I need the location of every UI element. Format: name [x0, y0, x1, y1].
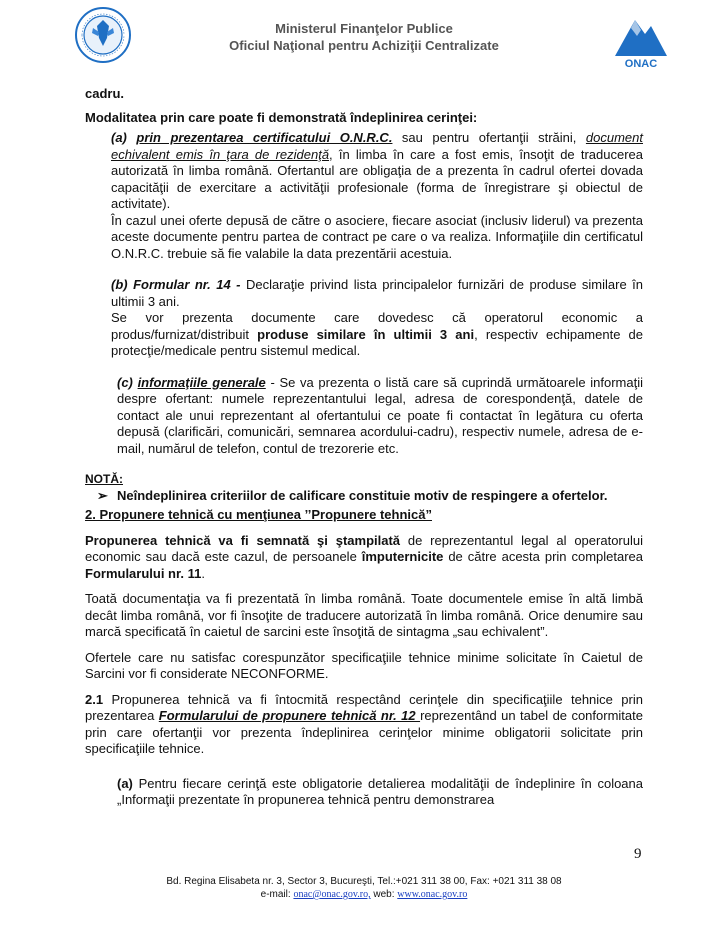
footer-web-label: web:	[370, 889, 398, 900]
footer-email-link[interactable]: onac@onac.gov.ro,	[293, 889, 371, 900]
p1-end: .	[201, 565, 205, 581]
item-b-paragraph1	[111, 277, 643, 310]
p5-label: (a)	[117, 775, 133, 791]
item-a	[111, 130, 643, 262]
nota-item	[97, 488, 643, 505]
paragraph-2-1	[85, 692, 643, 758]
paragraph-propunerea	[85, 533, 643, 583]
footer-email-label: e-mail:	[260, 889, 294, 900]
item-b	[111, 277, 643, 360]
footer-web-link[interactable]: www.onac.gov.ro	[397, 889, 468, 900]
page-content	[85, 86, 643, 809]
footer-address: Bd. Regina Elisabeta nr. 3, Sector 3, Bucureşti, Tel.:+021 311 38 00, Fax: +021 311 38 08	[166, 876, 562, 887]
header-office: Oficiul Naţional pentru Achiziţii Centralizate	[229, 38, 499, 53]
p4-formular: Formularului de propunere tehnică nr. 12	[158, 708, 421, 723]
paragraph-documentatia: Toată documentaţia va fi prezentată în limba română. Toate documentele emise în altă limbă decât limba română, vor fi însoţite de traducere autorizată în limba română. Orice denumire sau marcă specificată în caietul de sarcini este însoţită de sintagma „sau echivalent”.	[85, 591, 643, 639]
item-c-label: (c)	[117, 374, 138, 390]
item-b-text2: Se vor prezenta documente care dovedesc că operatorul economic a produs/furnizat/distribuit	[111, 310, 643, 342]
paragraph-a-fiecare	[117, 776, 643, 809]
paragraph-ofertele: Ofertele care nu satisfac corespunzător specificaţiile tehnice minime solicitate în Caietul de Sarcini vor fi considerate NECONFORME.	[85, 649, 643, 681]
item-b-text: Declaraţie privind lista principalelor furnizări de produse similare în ultimii 3 ani.	[111, 277, 643, 309]
p4-text2: reprezentând un tabel de conformitate prin care ofertanţii vor prezenta îndeplinirea cerinţelor minime obligatorii solicitate prin specificaţiile tehnice.	[85, 708, 643, 756]
header-ministry: Ministerul Finanţelor Publice	[275, 21, 453, 36]
p5-text: Pentru fiecare cerinţă este obligatorie detalierea modalităţii de îndeplinire în coloana „Informaţii prezentate în propunerea tehnică pentru demonstrarea	[117, 775, 643, 807]
item-c	[117, 375, 643, 458]
onac-logo	[613, 12, 669, 70]
item-a-paragraph2: În cazul unei oferte depusă de către o asociere, fiecare asociat (inclusiv liderul) va prezenta aceste documente pentru partea de contract pe care o va realiza. Informaţiile din certificatul O.N.R.C. trebuie să fie valabile la data prezentării acestuia.	[111, 212, 643, 261]
p4-text1: Propunerea tehnică va fi întocmită respectând cerinţele din specificaţiile tehnice prin prezentarea	[85, 691, 643, 723]
text-modalitatea: Modalitatea prin care poate fi demonstrată îndeplinirea cerinţei:	[85, 109, 478, 125]
item-b-bold: produse similare în ultimii 3 ani	[257, 326, 475, 342]
page-number: 9	[634, 846, 642, 862]
item-a-text2: , în limba în care a fost emis, însoţit de traducerea autorizată în limba română. Ofertantul are obligaţia de a prezenta în cadrul ofertei dovada capacităţii de exercitare a activităţii profesionale (forma de înregistrare şi obiectul de activitate).	[111, 146, 643, 211]
arrow-bullet-icon: ➢	[97, 487, 108, 503]
item-b-label: (b) Formular nr. 14 -	[111, 277, 241, 292]
item-a-text1: sau pentru ofertanţii străini,	[392, 130, 586, 145]
item-a-paragraph1	[111, 130, 643, 213]
item-a-onrc: prin prezentarea certificatului O.N.R.C.	[136, 130, 393, 145]
section2-title: 2. Propunere tehnică cu menţiunea ’’Propunere tehnică”	[85, 507, 432, 522]
p1-text2: de către acesta prin completarea	[443, 549, 643, 564]
item-a-label: (a)	[111, 130, 127, 145]
p1-bold2: împuternicite	[361, 549, 444, 564]
item-c-text: - Se va prezenta o listă care să cuprindă următoarele informaţii despre ofertant: numele reprezentantului legal, adresa de corespondenţă, datele de contact ale unui reprezentant al ofertantului ce poate fi contactat în legătura cu oferta depusă (clarificări, comunicări, semnarea acordului-cadru), respectiv numele, adresa de e-mail, numărul de telefon, contul de trezorerie etc.	[117, 374, 644, 456]
text-cadru: cadru.	[85, 86, 125, 101]
item-b-paragraph2	[111, 310, 643, 360]
footer-contact	[0, 889, 728, 900]
item-b-text3: , respectiv echipamente de protecţie/medicale pentru sistemul medical.	[111, 326, 644, 358]
p4-num: 2.1	[85, 691, 104, 707]
onac-logo-text: ONAC	[624, 58, 658, 70]
p1-bold3: Formularului nr. 11	[85, 565, 202, 581]
item-a-document: document echivalent emis în ţara de rezidenţă	[111, 130, 643, 162]
nota-label: NOTĂ:	[85, 472, 123, 486]
p1-bold1: Propunerea tehnică va fi semnată şi ştampilată	[85, 532, 401, 548]
nota-text: Neîndeplinirea criteriilor de calificare constituie motiv de respingere a ofertelor.	[117, 487, 608, 503]
p1-text1: de reprezentantul legal al operatorului economic sau dacă este cazul, de persoanele	[85, 532, 643, 564]
item-c-paragraph	[117, 375, 643, 458]
page-header	[0, 0, 728, 80]
item-c-general-info: informaţiile generale	[137, 374, 266, 390]
